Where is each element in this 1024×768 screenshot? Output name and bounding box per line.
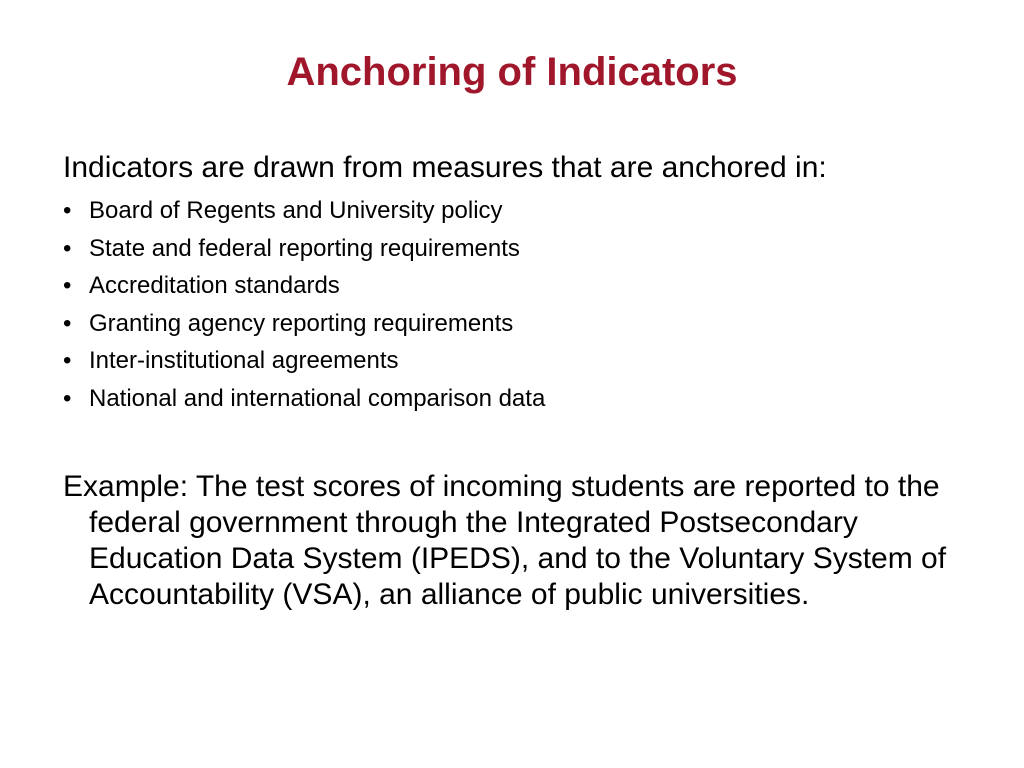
list-item-label: Inter-institutional agreements bbox=[89, 347, 399, 374]
list-item bbox=[63, 192, 983, 230]
list-item bbox=[63, 380, 983, 418]
list-item-label: Accreditation standards bbox=[89, 272, 340, 299]
bullet-icon: • bbox=[63, 234, 72, 262]
bullet-icon: • bbox=[63, 384, 72, 412]
intro-text: Indicators are drawn from measures that are anchored in: bbox=[63, 151, 827, 184]
example-paragraph: Example: The test scores of incoming students are reported to the federal government through the Integrated Postsecondary Education Data System (IPEDS), and to the Voluntary System of Accountability (VSA), an alliance of public universities. bbox=[63, 470, 947, 611]
list-item bbox=[63, 305, 983, 343]
list-item bbox=[63, 342, 983, 380]
bullet-icon: • bbox=[63, 197, 72, 224]
anchor-list bbox=[63, 192, 983, 417]
list-item bbox=[63, 230, 983, 268]
list-item-label: Granting agency reporting requirements bbox=[89, 309, 514, 337]
list-item-label: National and international comparison data bbox=[89, 384, 546, 412]
slide-title: Anchoring of Indicators bbox=[286, 50, 738, 94]
bullet-icon: • bbox=[63, 272, 72, 299]
list-item bbox=[63, 267, 983, 305]
bullet-icon: • bbox=[63, 347, 72, 374]
list-item-label: State and federal reporting requirements bbox=[89, 234, 520, 262]
list-item-label: Board of Regents and University policy bbox=[89, 197, 503, 224]
bullet-icon: • bbox=[63, 309, 72, 337]
